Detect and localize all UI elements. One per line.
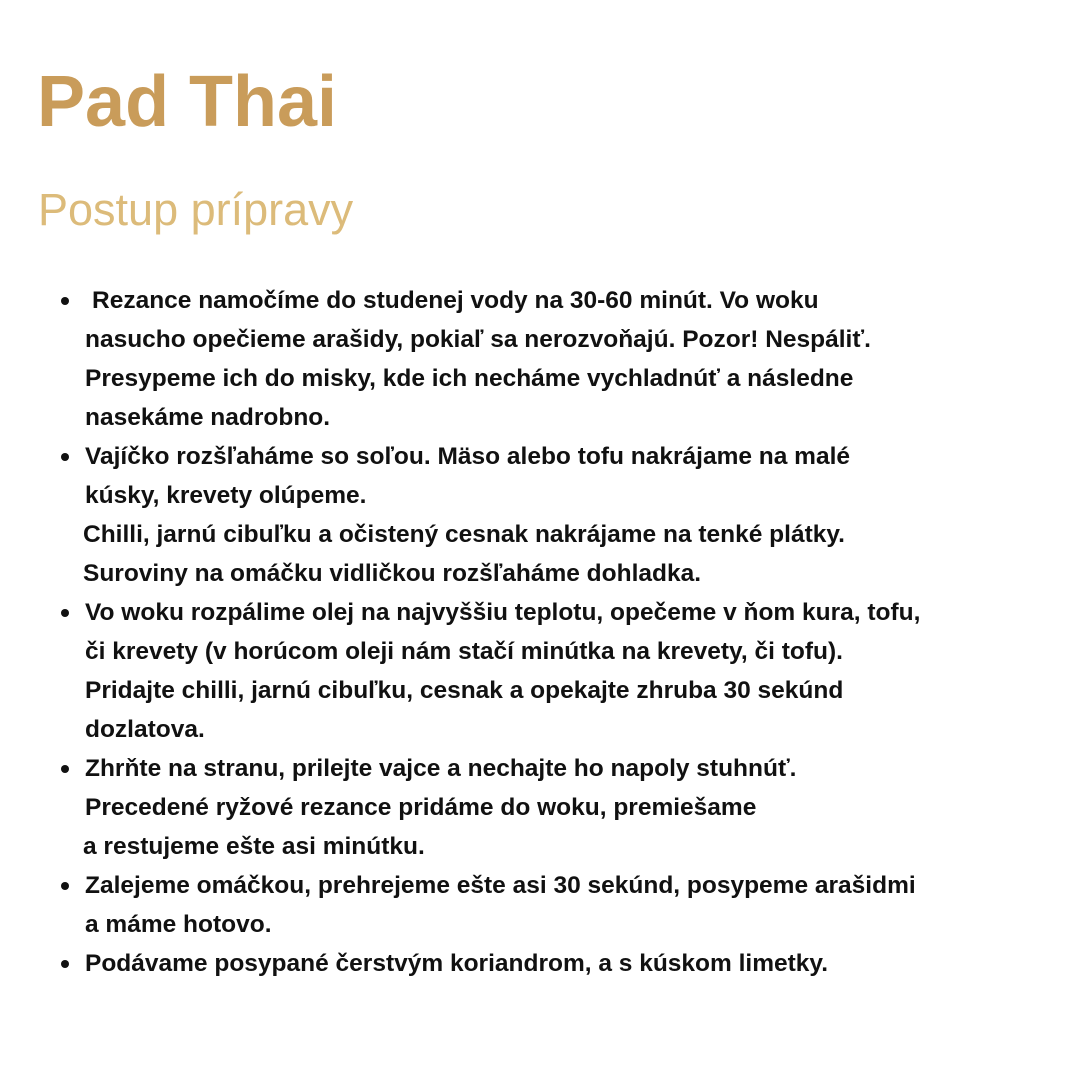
- step-5: [0, 866, 1080, 944]
- bullet-icon: [61, 882, 69, 890]
- step-line: Podávame posypané čerstvým koriandrom, a s kúskom limetky.: [85, 950, 829, 977]
- step-2: [0, 437, 1080, 593]
- step-line: nasucho opečieme arašidy, pokiaľ sa nerozvoňajú. Pozor! Nespáliť.: [85, 326, 871, 353]
- page-title: Pad Thai: [37, 62, 338, 142]
- step-line: nasekáme nadrobno.: [85, 404, 331, 431]
- step-line: Zhrňte na stranu, prilejte vajce a nechajte ho napoly stuhnúť.: [85, 755, 797, 782]
- bullet-icon: [61, 765, 69, 773]
- step-line: Chilli, jarnú cibuľku a očistený cesnak nakrájame na tenké plátky.: [83, 521, 845, 548]
- step-line: Vajíčko rozšľaháme so soľou. Mäso alebo tofu nakrájame na malé: [85, 443, 851, 470]
- step-1: [0, 281, 1080, 437]
- step-line: dozlatova.: [85, 716, 205, 743]
- step-line: Pridajte chilli, jarnú cibuľku, cesnak a opekajte zhruba 30 sekúnd: [85, 677, 844, 704]
- step-6: [0, 944, 1080, 983]
- step-line: a máme hotovo.: [85, 911, 272, 938]
- step-line: Precedené ryžové rezance pridáme do woku, premiešame: [85, 794, 757, 821]
- bullet-icon: [61, 960, 69, 968]
- step-line: Vo woku rozpálime olej na najvyššiu teplotu, opečeme v ňom kura, tofu,: [85, 599, 921, 626]
- step-line: Rezance namočíme do studenej vody na 30-60 minút. Vo woku: [92, 287, 819, 314]
- step-line: kúsky, krevety olúpeme.: [85, 482, 367, 509]
- steps-list: [0, 281, 1080, 983]
- section-subtitle: Postup prípravy: [38, 184, 354, 235]
- step-line: Zalejeme omáčkou, prehrejeme ešte asi 30 sekúnd, posypeme arašidmi: [85, 872, 916, 899]
- step-4: [0, 749, 1080, 866]
- step-line: či krevety (v horúcom oleji nám stačí minútka na krevety, či tofu).: [85, 638, 843, 665]
- step-line: a restujeme ešte asi minútku.: [83, 833, 425, 860]
- step-3: [0, 593, 1080, 749]
- step-line: Presypeme ich do misky, kde ich necháme vychladnúť a následne: [85, 365, 854, 392]
- bullet-icon: [61, 297, 69, 305]
- bullet-icon: [61, 609, 69, 617]
- bullet-icon: [61, 453, 69, 461]
- step-line: Suroviny na omáčku vidličkou rozšľaháme dohladka.: [83, 560, 702, 587]
